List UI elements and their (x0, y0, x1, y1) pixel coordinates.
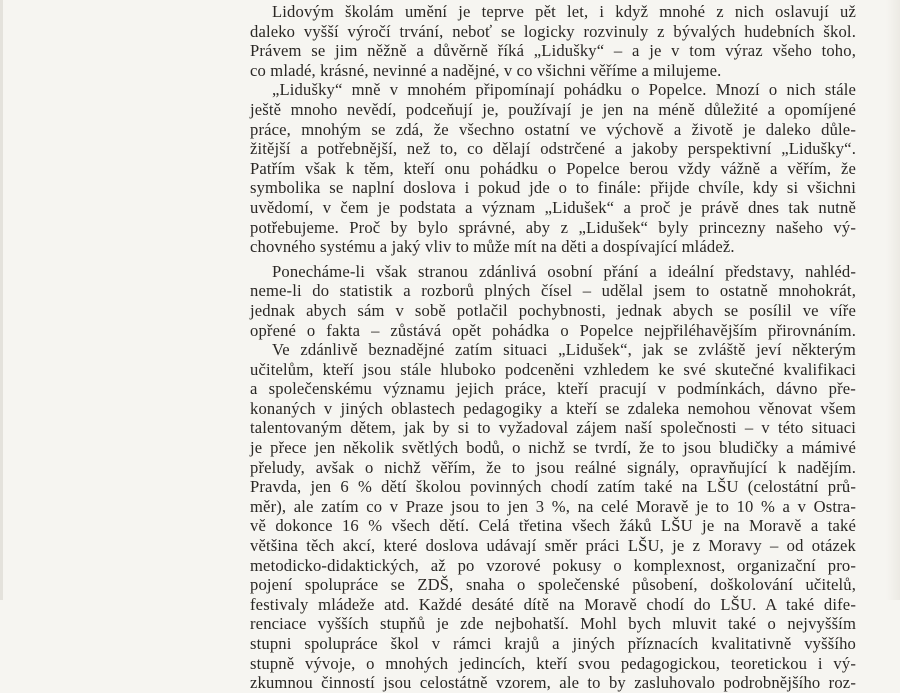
text-line: pojení spolupráce se ZDŠ, snaha o společenské působení, doškolování učitelů, (250, 575, 856, 595)
text-line: ještě mnoho nevědí, podceňují je, používají je jen na méně důležité a opomíjené (250, 99, 856, 119)
text-line: chovného systému a jaký vliv to může mít na děti a dospívající mládež. (250, 237, 735, 257)
text-line: Pravda, jen 6 % dětí školou povinných chodí zatím také na LŠU (celostátní prů- (250, 477, 856, 497)
text-line: daleko vyšší výročí trvání, neboť se logicky rozvinuly z bývalých hudebních škol. (250, 21, 856, 41)
text-line: většina těch akcí, které doslova udávají směr práci LŠU, je z Moravy – od otázek (250, 536, 856, 556)
text-line: žitější a potřebnější, než to, co dělají odstrčené a jakoby perspektivní „Lidušky“. (250, 139, 856, 159)
text-line: práce, mnohým se zdá, že všechno ostatní ve výchově a životě je daleko důle- (250, 119, 856, 139)
paragraph-2 (250, 80, 856, 256)
text-line: zkumnou činností jsou celostátně vzorem, ale to by zasluhovalo podrobnějšího roz- (250, 673, 856, 693)
text-line: renciace vyšších stupňů je zde nejbohatší. Mohl bych mluvit také o nejvyšším (250, 614, 856, 634)
text-line: talentovaným dětem, jak by si to vyžadoval zájem naší společnosti – v této situaci (250, 418, 856, 438)
text-line: přeludy, avšak o nichž věřím, že to jsou reálné signály, opravňující k nadějím. (250, 457, 856, 477)
text-line: Právem se jim něžně a důvěrně říká „Lidušky“ – a je v tom výraz všeho toho, (250, 41, 856, 61)
text-line: jednak abych sám v sobě potlačil pochybnosti, jednak abych se posílil ve víře (250, 300, 856, 320)
text-line: stupni spolupráce škol v rámci krajů a jiných příznacích kvalitativně vyššího (250, 634, 856, 653)
text-line: potřebujeme. Proč by bylo správné, aby z „Lidušek“ byly princezny našeho vý- (250, 217, 856, 237)
text-line: je přece jen několik světlých bodů, o nichž se tvrdí, že to jsou bludičky a mámivé (250, 438, 856, 458)
text-line: vě dokonce 16 % všech dětí. Celá třetina všech žáků LŠU je na Moravě a také (250, 516, 856, 536)
text-line: neme-li do statistik a rozborů plných čísel – udělal jsem to ostatně mnohokrát, (250, 281, 856, 301)
text-line: konaných v jiných oblastech pedagogiky a kteří se zdaleka nemohou věnovat všem (250, 398, 856, 418)
text-line: co mladé, krásné, nevinné a nadějné, v co všichni věříme a milujeme. (250, 60, 722, 80)
text-line: „Lidušky“ mně v mnohém připomínají pohádku o Popelce. Mnozí o nich stále (272, 80, 856, 100)
page-right-shadow (886, 0, 900, 600)
text-line: festivaly mládeže atd. Každé desáté dítě na Moravě chodí do LŠU. A také dife- (250, 594, 856, 614)
text-line: symbolika se naplní doslova i pokud jde o to finále: přijde chvíle, kdy si všichni (250, 178, 856, 198)
text-line: opřené o fakta – zůstává opět pohádka o Popelce nejpřiléhavějším přirovnáním. (250, 320, 856, 340)
text-line: metodicko-didaktických, až po vzorové pokusy o komplexnost, organizační pro- (250, 555, 856, 575)
text-line: Patřím však k těm, kteří onu pohádku o Popelce berou vždy vážně a věřím, že (250, 158, 856, 178)
paragraph-1 (250, 2, 856, 80)
text-line: uvědomí, v čem je podstata a význam „Lidušek“ a proč je právě dnes tak nutně (250, 197, 856, 217)
text-line: Ponecháme-li však stranou zdánlivá osobní přání a ideální představy, nahléd- (272, 261, 856, 281)
page-left-edge (0, 0, 3, 600)
text-line: Lidovým školám umění je teprve pět let, i když mnohé z nich oslavují už (272, 2, 856, 21)
text-line: Ve zdánlivě beznadějné zatím situaci „Lidušek“, jak se zvláště jeví některým (272, 340, 856, 360)
text-line: učitelům, kteří jsou stále hluboko podceněni vzhledem ke své skutečné kvalifikaci (250, 359, 856, 379)
text-line: stupně vývoje, o mnohých jedincích, kteří svou pedagogickou, teoretickou i vý- (250, 653, 856, 673)
paragraph-3 (250, 262, 856, 340)
text-line: měr), ale zatím co v Praze jsou to jen 3 %, na celé Moravě je to 10 % a v Ostra- (250, 496, 856, 516)
text-column (250, 2, 856, 693)
text-line: a společenskému významu jejich práce, kteří pracují v podmínkách, dávno pře- (250, 379, 856, 399)
paragraph-4 (250, 340, 856, 693)
